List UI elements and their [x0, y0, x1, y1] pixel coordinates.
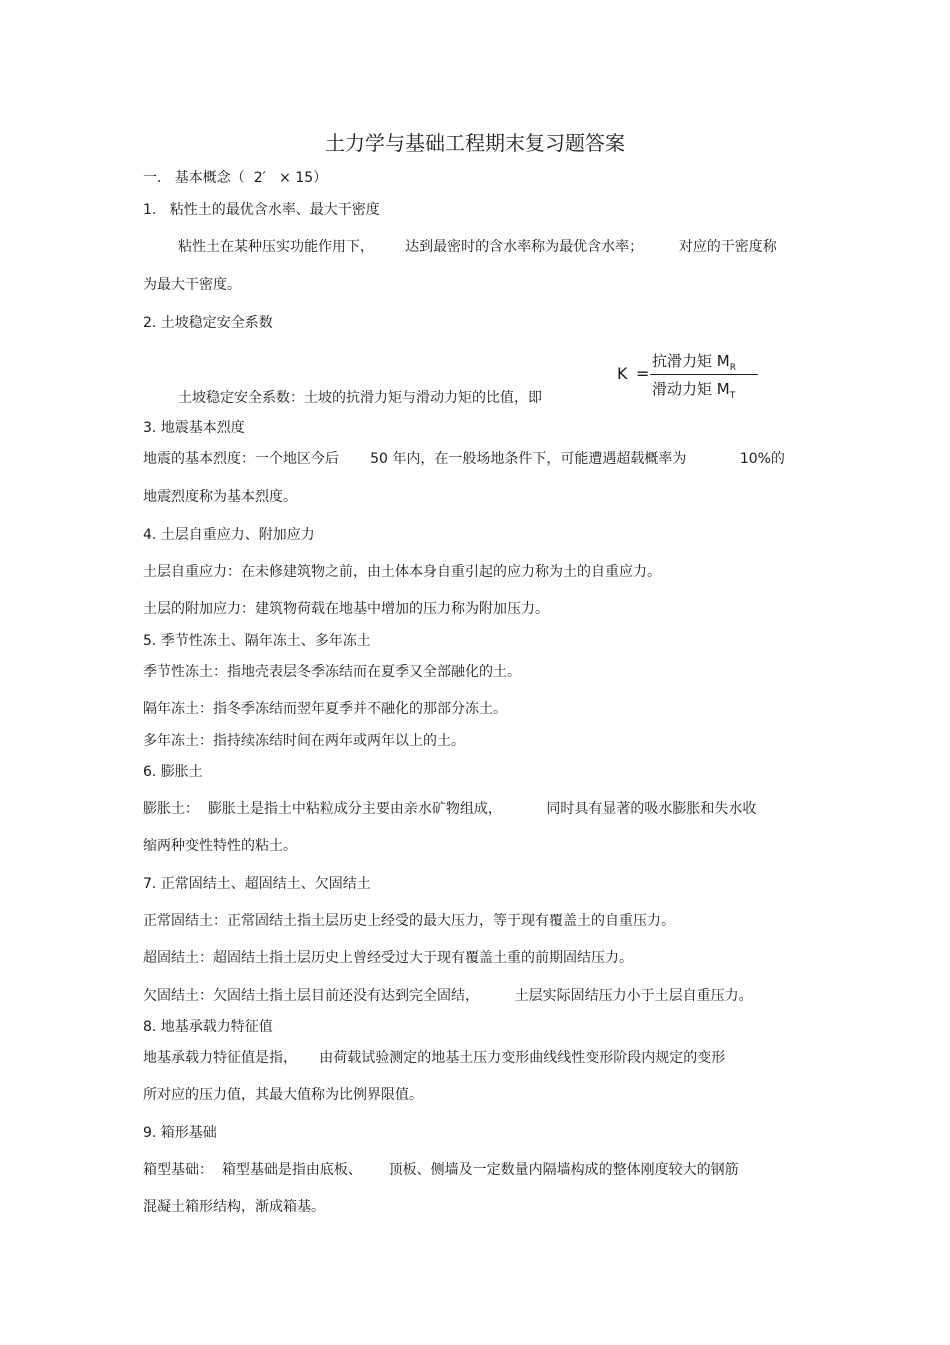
item-heading: 6. 膨胀土 [143, 764, 203, 780]
paragraph-line: 为最大干密度。 [143, 277, 241, 293]
paragraph-line: 地基承载力特征值是指， 由荷载试验测定的地基土压力变形曲线线性变形阶段内规定的变形 [143, 1050, 726, 1066]
formula-equals: = [636, 364, 650, 383]
formula-lhs: K [617, 364, 628, 383]
paragraph-line: 缩两种变性特性的粘土。 [143, 838, 297, 854]
paragraph-line: 超固结土：超固结土指土层历史上曾经受过大于现有覆盖土重的前期固结压力。 [143, 950, 633, 966]
paragraph-line: 地震烈度称为基本烈度。 [143, 489, 297, 505]
paragraph-line: 季节性冻土：指地壳表层冬季冻结而在夏季又全部融化的土。 [143, 664, 521, 680]
safety-factor-formula [617, 350, 767, 400]
formula-denominator: 滑动力矩 $M_T$ [652, 380, 736, 401]
paragraph-line: 混凝土箱形结构，渐成箱基。 [143, 1199, 325, 1215]
item-heading: 5. 季节性冻土、隔年冻土、多年冻土 [143, 633, 371, 649]
formula-numerator: 抗滑力矩 $M_R$ [652, 352, 736, 373]
paragraph-line: 正常固结土：正常固结土指土层历史上经受的最大压力，等于现有覆盖土的自重压力。 [143, 913, 675, 929]
paragraph-line: 所对应的压力值，其最大值称为比例界限值。 [143, 1087, 423, 1103]
item-heading: 1. 粘性土的最优含水率、最大干密度 [143, 202, 380, 218]
section-heading: 一. 基本概念（ 2′ × 15） [143, 170, 328, 186]
paragraph-line: 隔年冻土：指冬季冻结而翌年夏季并不融化的那部分冻土。 [143, 701, 507, 717]
fraction-bar [650, 374, 758, 375]
paragraph-line: 欠固结土：欠固结土指土层目前还没有达到完全固结， 土层实际固结压力小于土层自重压力。 [143, 988, 753, 1004]
item-heading: 4. 土层自重应力、附加应力 [143, 527, 315, 543]
paragraph-line: 粘性土在某种压实功能作用下， 达到最密时的含水率称为最优含水率； 对应的干密度称 [178, 239, 777, 255]
paragraph-line: 土层自重应力：在未修建筑物之前，由土体本身自重引起的应力称为土的自重应力。 [143, 564, 661, 580]
paragraph-line: 多年冻土：指持续冻结时间在两年或两年以上的土。 [143, 733, 465, 749]
paragraph-line: 土坡稳定安全系数：土坡的抗滑力矩与滑动力矩的比值，即 [178, 390, 542, 406]
item-heading: 3. 地震基本烈度 [143, 420, 245, 436]
paragraph-line: 箱型基础： 箱型基础是指由底板、 顶板、侧墙及一定数量内隔墙构成的整体刚度较大的钢筋 [143, 1162, 739, 1178]
paragraph-line: 地震的基本烈度：一个地区今后 50 年内，在一般场地条件下，可能遭遇超载概率为 10%的 [143, 451, 785, 467]
item-heading: 8. 地基承载力特征值 [143, 1019, 273, 1035]
paragraph-line: 膨胀土： 膨胀土是指土中粘粒成分主要由亲水矿物组成， 同时具有显著的吸水膨胀和失水收 [143, 801, 757, 817]
item-heading: 7. 正常固结土、超固结土、欠固结土 [143, 876, 371, 892]
paragraph-line: 土层的附加应力：建筑物荷载在地基中增加的压力称为附加压力。 [143, 601, 549, 617]
item-heading: 9. 箱形基础 [143, 1125, 217, 1141]
page-title: 土力学与基础工程期末复习题答案 [325, 131, 625, 155]
item-heading: 2. 土坡稳定安全系数 [143, 315, 273, 331]
